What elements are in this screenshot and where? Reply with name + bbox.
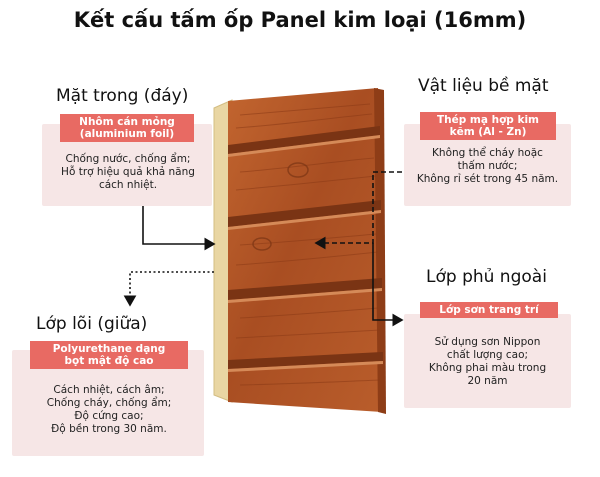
connector-inner-face bbox=[143, 206, 214, 244]
inner-face-desc: Chống nước, chống ẩm; Hỗ trợ hiệu quả khả năng cách nhiệt. bbox=[61, 153, 195, 191]
surface-material-tag: Thép mạ hợp kim kẽm (Al - Zn) bbox=[420, 112, 556, 140]
core-layer-tag: Polyurethane dạng bọt mật độ cao bbox=[30, 341, 188, 369]
outer-coating-desc: Sử dụng sơn Nippon chất lượng cao; Không phai màu trong 20 năm bbox=[428, 336, 547, 387]
connector-core-layer bbox=[130, 272, 214, 305]
inner-face-heading: Mặt trong (đáy) bbox=[56, 86, 189, 106]
core-layer-desc: Cách nhiệt, cách âm; Chống cháy, chống ẩm; Độ cứng cao; Độ bền trong 30 năm. bbox=[46, 384, 172, 435]
outer-coating-tag: Lớp sơn trang trí bbox=[420, 302, 558, 318]
surface-material-heading: Vật liệu bề mặt bbox=[418, 76, 549, 96]
inner-face-tag: Nhôm cán mỏng (aluminium foil) bbox=[60, 114, 194, 142]
outer-coating-heading: Lớp phủ ngoài bbox=[426, 267, 547, 287]
surface-material-desc: Không thể cháy hoặc thấm nước; Không rỉ sét trong 45 năm. bbox=[416, 147, 559, 185]
page-title: Kết cấu tấm ốp Panel kim loại (16mm) bbox=[73, 8, 527, 32]
core-layer-heading: Lớp lõi (giữa) bbox=[36, 314, 148, 334]
